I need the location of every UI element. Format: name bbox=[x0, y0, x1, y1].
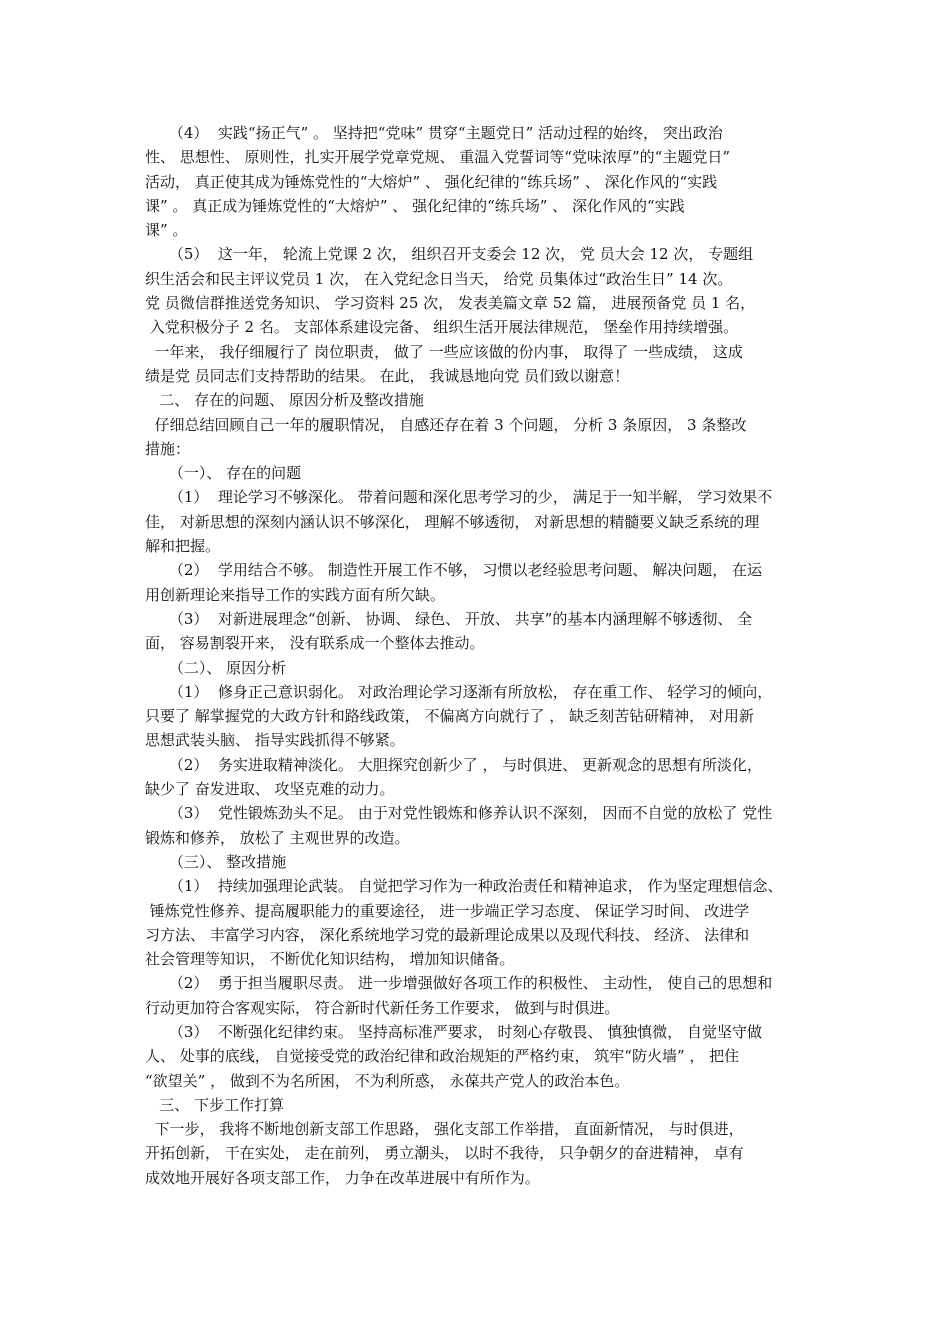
text-line: （1） 持续加强理论武装。 自觉把学习作为一种政治责任和精神追求， 作为坚定理想信念、 bbox=[145, 877, 783, 896]
text-line: 活动， 真正使其成为锤炼党性的“大熔炉” 、 强化纪律的“练兵场” 、 深化作风的“实践 bbox=[145, 172, 718, 191]
text-line: 解和把握。 bbox=[145, 537, 221, 556]
text-line: 性、 思想性、 原则性，扎实开展学党章党规、 重温入党誓词等“党味浓厚”的“主题党日” bbox=[145, 148, 730, 167]
text-line: 锤炼党性修养、提高履职能力的重要途径， 进一步端正学习态度、 保证学习时间、 改进学 bbox=[145, 901, 750, 920]
text-line: “欲望关” ， 做到不为名所困， 不为利所惑， 永葆共产党人的政治本色。 bbox=[145, 1071, 630, 1090]
text-line: （二）、 原因分析 bbox=[145, 658, 287, 677]
text-line: 面， 容易割裂开来， 没有联系成一个整体去推动。 bbox=[145, 634, 485, 653]
text-line: （2） 学用结合不够。 制造性开展工作不够， 习惯以老经验思考问题、 解决问题， 在运 bbox=[145, 561, 762, 580]
text-line: 社会管理等知识， 不断优化知识结构， 增加知识储备。 bbox=[145, 950, 515, 969]
text-line: 党 员微信群推送党务知识、 学习资料 25 次， 发表美篇文章 52 篇， 进展预备党 员 1 名， bbox=[145, 294, 756, 313]
text-line: 缺少了 奋发进取、 攻坚克难的动力。 bbox=[145, 780, 395, 799]
text-line: （4） 实践“扬正气” 。 坚持把“党味” 贯穿“主题党日” 活动过程的始终， 突出政治 bbox=[145, 124, 723, 142]
text-line: （一）、 存在的问题 bbox=[145, 464, 302, 483]
text-line: 人、 处事的底线， 自觉接受党的政治纪律和政治规矩的严格约束， 筑牢“防火墙” ， 把住 bbox=[145, 1047, 740, 1066]
text-line: （1） 理论学习不够深化。 带着问题和深化思考学习的少， 满足于一知半解， 学习效果不 bbox=[145, 488, 773, 507]
text-line: 入党积极分子 2 名。 支部体系建设完备、 组织生活开展法律规范， 堡垒作用持续增强。 bbox=[145, 318, 739, 337]
text-line: 绩是党 员同志们支持帮助的结果。 在此， 我诚恳地向党 员们致以谢意！ bbox=[145, 366, 630, 385]
text-line: （2） 勇于担当履职尽责。 进一步增强做好各项工作的积极性、 主动性， 使自己的思想和 bbox=[145, 974, 773, 993]
text-line: 一年来， 我仔细履行了 岗位职责， 做了 一些应该做的份内事， 取得了 一些成绩， 这成 bbox=[145, 342, 743, 361]
text-line: （5） 这一年， 轮流上党课 2 次， 组织召开支委会 12 次， 党 员大会 12 次， 专题组 bbox=[145, 245, 754, 264]
text-line: 三、 下步工作打算 bbox=[145, 1095, 285, 1114]
document-body bbox=[145, 121, 815, 1190]
text-line: 用创新理论来指导工作的实践方面有所欠缺。 bbox=[145, 585, 446, 604]
text-line: （3） 不断强化纪律约束。 坚持高标准严要求， 时刻心存敬畏、 慎独慎微， 自觉坚守做 bbox=[145, 1022, 762, 1041]
text-line: （2） 务实进取精神淡化。 大胆探究创新少了 ， 与时俱进、 更新观念的思想有所淡化， bbox=[145, 755, 762, 774]
text-line: （3） 对新进展理念“创新、 协调、 绿色、 开放、 共享”的基本内涵理解不够透彻、 全 bbox=[145, 609, 753, 628]
text-line: 课” 。 bbox=[145, 221, 188, 240]
text-line: （3） 党性锻炼劲头不足。 由于对党性锻炼和修养认识不深刻， 因而不自觉的放松了 党性 bbox=[145, 804, 773, 823]
text-line: 思想武装头脑、 指导实践抓得不够紧。 bbox=[145, 731, 405, 750]
text-line: 习方法、 丰富学习内容， 深化系统地学习党的最新理论成果以及现代科技、 经济、 法律和 bbox=[145, 925, 750, 944]
text-line: 开拓创新， 干在实处， 走在前列， 勇立潮头， 以时不我待， 只争朝夕的奋进精神， 卓有 bbox=[145, 1144, 744, 1163]
text-line: 仔细总结回顾自己一年的履职情况， 自感还存在着 3 个问题， 分析 3 条原因， 3 条整改 bbox=[145, 415, 747, 434]
text-line: 只要了 解掌握党的大政方针和路线政策， 不偏离方向就行了 ， 缺乏刻苦钻研精神， 对用新 bbox=[145, 707, 754, 726]
text-line: 行动更加符合客观实际， 符合新时代新任务工作要求， 做到与时俱进。 bbox=[145, 998, 620, 1017]
text-line: 成效地开展好各项支部工作， 力争在改革进展中有所作为。 bbox=[145, 1168, 540, 1187]
text-line: 织生活会和民主评议党员 1 次， 在入党纪念日当天， 给党 员集体过“政治生日” 14 次。 bbox=[145, 269, 733, 288]
text-line: 佳， 对新思想的深刻内涵认识不够深化， 理解不够透彻， 对新思想的精髓要义缺乏系统的理 bbox=[145, 512, 760, 531]
text-line: 二、 存在的问题、 原因分析及整改措施 bbox=[145, 391, 424, 410]
text-line: （三）、 整改措施 bbox=[145, 852, 287, 871]
text-line: （1） 修身正己意识弱化。 对政治理论学习逐渐有所放松， 存在重工作、 轻学习的倾向， bbox=[145, 682, 773, 701]
text-line: 措施： bbox=[145, 439, 191, 458]
text-line: 锻炼和修养， 放松了 主观世界的改造。 bbox=[145, 828, 410, 847]
text-line: 课” 。 真正成为锤炼党性的“大熔炉” 、 强化纪律的“练兵场” 、 深化作风的“实践 bbox=[145, 196, 685, 215]
text-line: 下一步， 我将不断地创新支部工作思路， 强化支部工作举措， 直面新情况， 与时俱进， bbox=[145, 1120, 744, 1139]
